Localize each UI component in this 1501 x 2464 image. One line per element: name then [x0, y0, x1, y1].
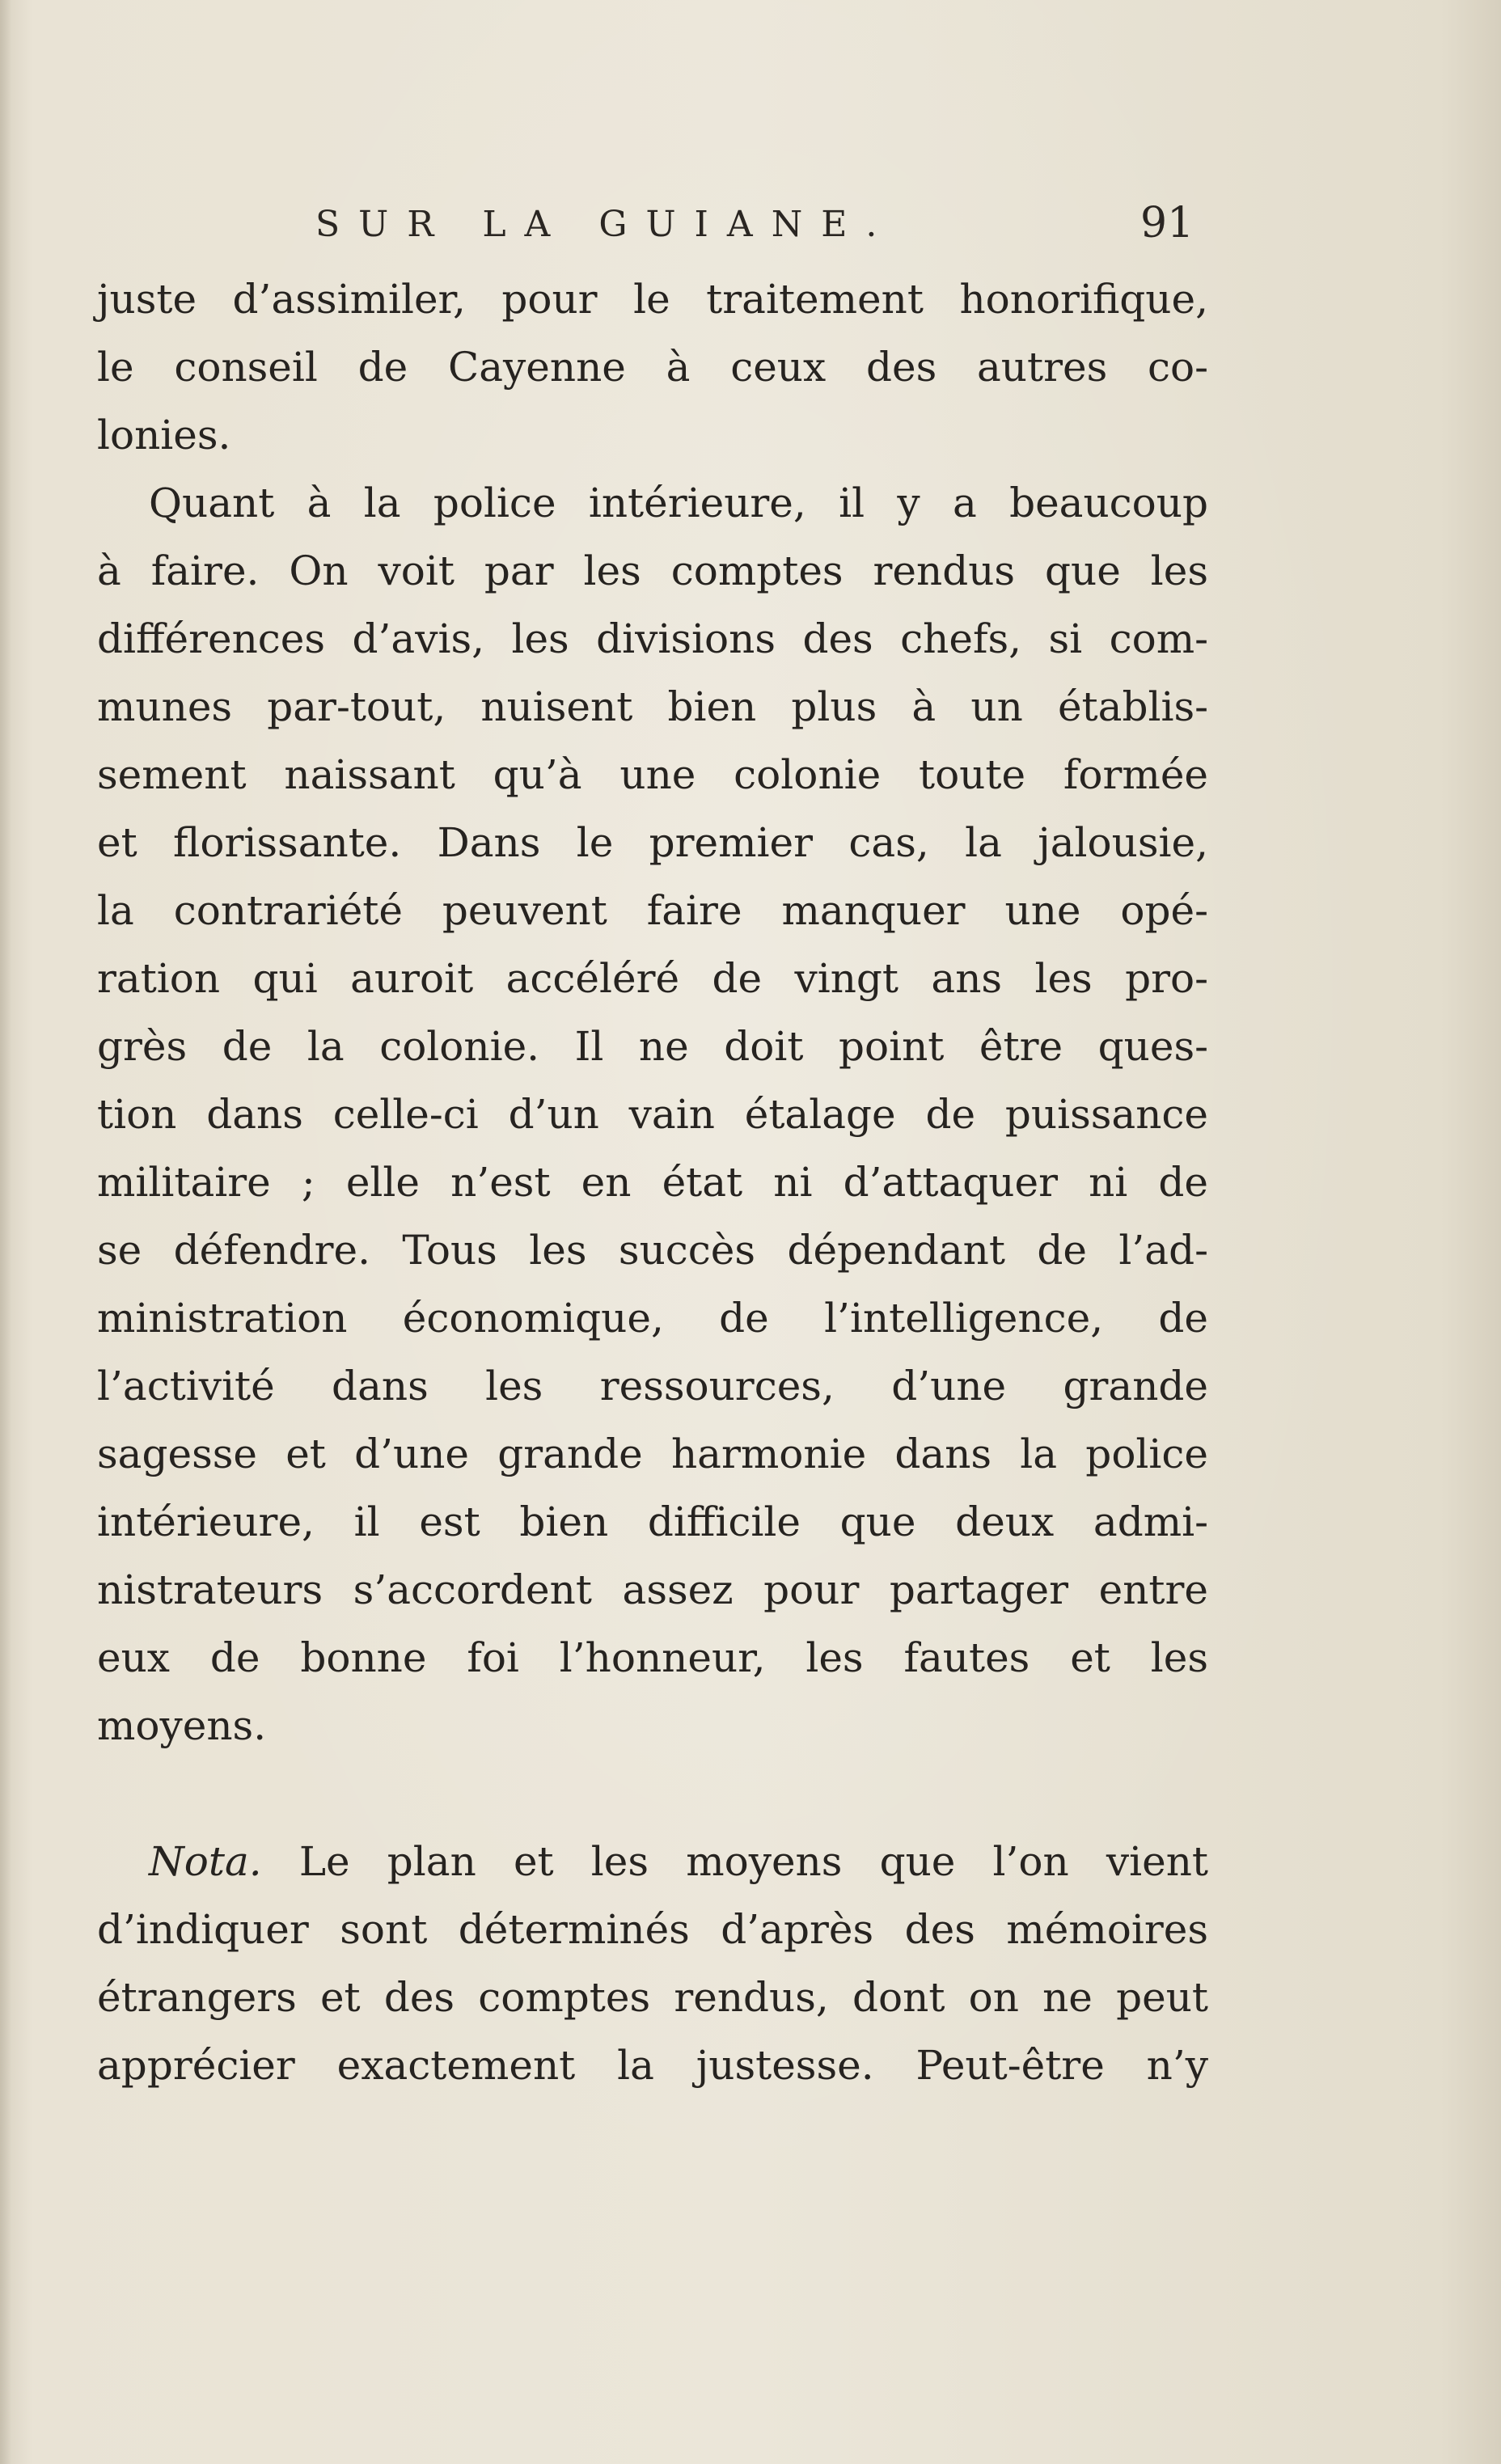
text-line: la contrariété peuvent faire manquer une opé-: [97, 887, 1208, 934]
text-line: tion dans celle-ci d’un vain étalage de puissance: [97, 1091, 1208, 1138]
text-line: et florissante. Dans le premier cas, la jalousie,: [97, 819, 1208, 866]
text-line: d’indiquer sont déterminés d’après des mémoires: [97, 1906, 1208, 1953]
text-line: à faire. On voit par les comptes rendus que les: [97, 547, 1208, 594]
text-line: sagesse et d’une grande harmonie dans la police: [97, 1431, 1208, 1477]
nota-label: Nota.: [149, 1838, 262, 1885]
text-line: le conseil de Cayenne à ceux des autres co-: [97, 344, 1208, 391]
text-line: ration qui auroit accéléré de vingt ans les pro-: [97, 955, 1208, 1002]
text-line: lonies.: [97, 412, 231, 459]
text-line: apprécier exactement la justesse. Peut-être n’y: [97, 2042, 1208, 2089]
text-line: l’activité dans les ressources, d’une grande: [97, 1363, 1208, 1410]
text-line: munes par-tout, nuisent bien plus à un établis-: [97, 683, 1208, 730]
body-text: [97, 265, 1208, 2099]
text-line: Quant à la police intérieure, il y a beaucoup: [149, 480, 1208, 526]
page-edge-shadow: [0, 0, 11, 2464]
paragraph-gap: [97, 1760, 1208, 1828]
text-line: grès de la colonie. Il ne doit point être ques-: [97, 1023, 1208, 1070]
text-line: différences d’avis, les divisions des chefs, si com-: [97, 615, 1208, 662]
text-line: se défendre. Tous les succès dépendant de l’ad-: [97, 1227, 1208, 1274]
text-line: étrangers et des comptes rendus, dont on ne peut: [97, 1974, 1208, 2021]
page-number: 91: [1140, 199, 1194, 247]
text-line: eux de bonne foi l’honneur, les fautes et les: [97, 1634, 1208, 1681]
text-line: sement naissant qu’à une colonie toute formée: [97, 751, 1208, 798]
running-head: SUR LA GUIANE.: [315, 204, 896, 245]
text-line: juste d’assimiler, pour le traitement honorifique,: [97, 276, 1208, 323]
nota-first-line-text: Le plan et les moyens que l’on vient: [298, 1838, 1208, 1885]
text-line: moyens.: [97, 1702, 267, 1749]
text-line: ministration économique, de l’intelligence, de: [97, 1295, 1208, 1342]
page-header: [97, 199, 1229, 268]
text-line: militaire ; elle n’est en état ni d’attaquer ni de: [97, 1159, 1208, 1206]
nota-first-line: [97, 1828, 1208, 1896]
text-line: intérieure, il est bien difficile que deux admi-: [97, 1498, 1208, 1545]
text-line: nistrateurs s’accordent assez pour partager entre: [97, 1566, 1208, 1613]
